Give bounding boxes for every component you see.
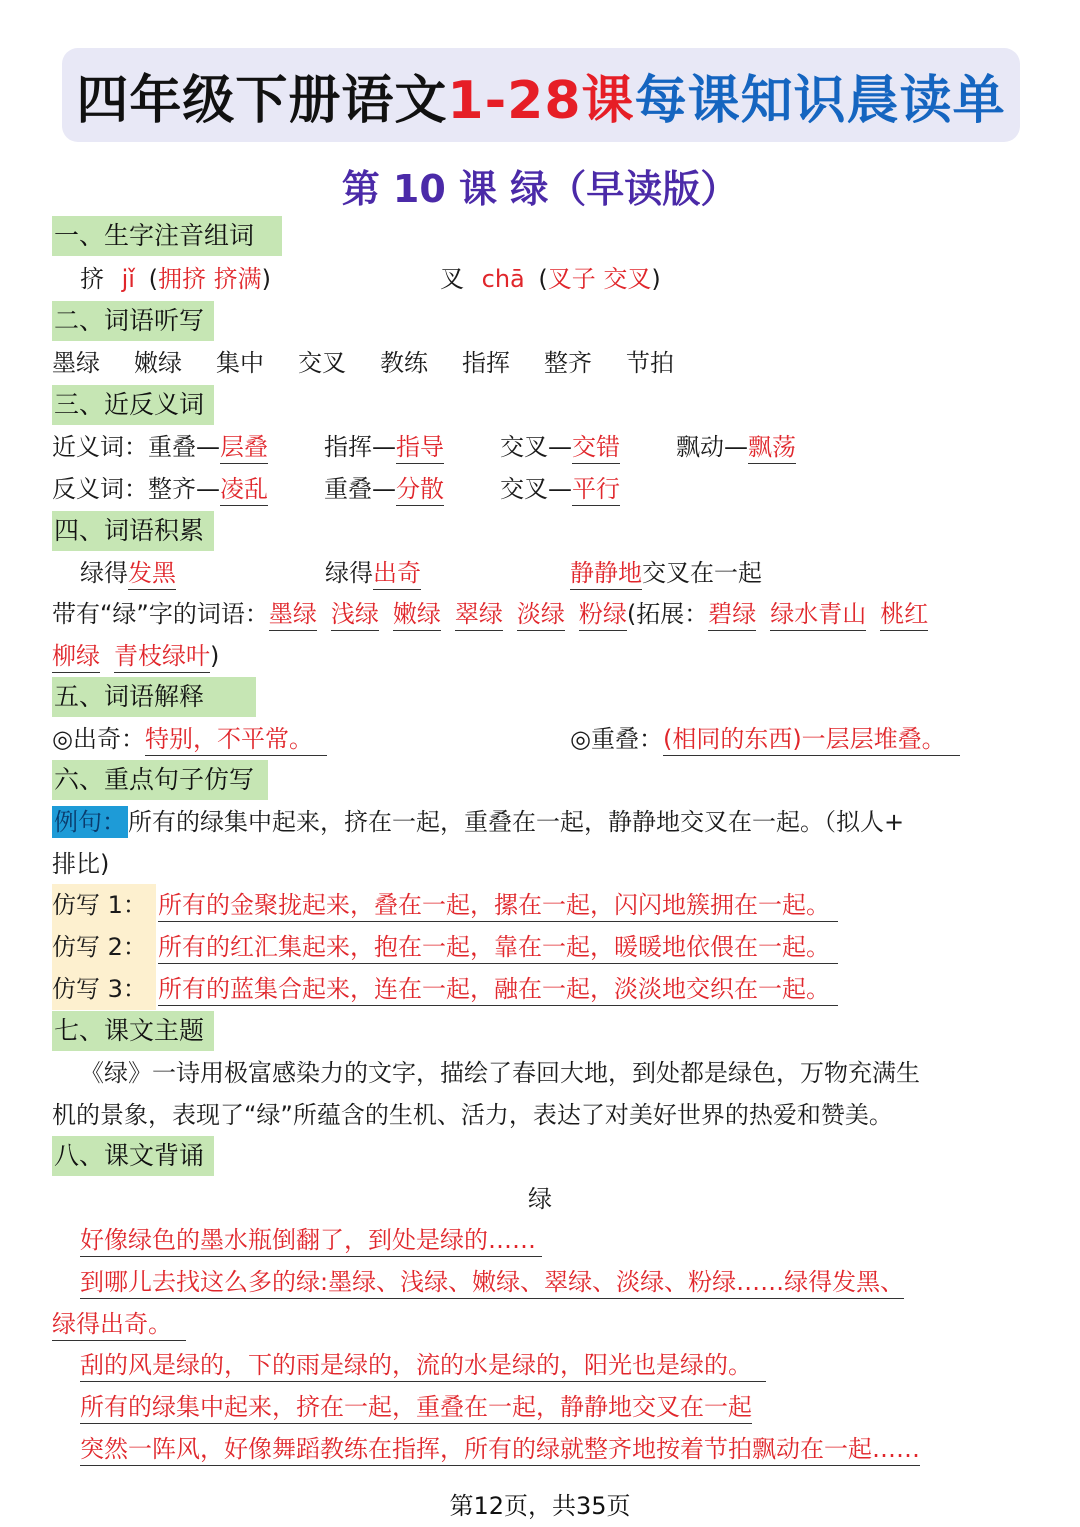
poem-text: 好像绿色的墨水瓶倒翻了，到处是绿的…… bbox=[80, 1226, 542, 1257]
banner-title-grade: 四年级下册语文 bbox=[76, 70, 448, 131]
example-sentence bbox=[52, 804, 904, 840]
syn-word: 交叉— bbox=[500, 433, 572, 461]
green-word: 淡绿 bbox=[517, 600, 565, 631]
paren-close: ) bbox=[651, 265, 661, 293]
definition-term: ◎出奇： bbox=[52, 725, 145, 753]
title-banner bbox=[62, 48, 1020, 142]
extension-end: ) bbox=[210, 642, 220, 670]
antonym-row bbox=[52, 471, 620, 507]
section-heading-3: 三、近反义词 bbox=[52, 385, 214, 425]
syn-word: 飘动— bbox=[676, 433, 748, 461]
imitation-3 bbox=[158, 971, 838, 1007]
example-text: 所有的绿集中起来，挤在一起，重叠在一起，静静地交叉在一起。（拟人+ bbox=[128, 808, 905, 836]
word-group: 叉子 交叉 bbox=[547, 265, 652, 293]
phrase-prefix: 绿得 bbox=[80, 559, 128, 587]
poem-text: 刮的风是绿的，下的雨是绿的，流的水是绿的，阳光也是绿的。 bbox=[80, 1351, 766, 1382]
green-word: 浅绿 bbox=[331, 600, 379, 631]
word-group: 拥挤 挤满 bbox=[158, 265, 262, 293]
ant-word: 重叠— bbox=[324, 475, 396, 503]
green-words-row bbox=[52, 596, 928, 632]
imitation-text: 所有的蓝集合起来，连在一起，融在一起，淡淡地交织在一起。 bbox=[158, 975, 838, 1006]
syn-answer: 层叠 bbox=[220, 433, 268, 464]
definition-2 bbox=[570, 721, 960, 757]
phrase-answer: 出奇 bbox=[373, 559, 421, 590]
dictation-words bbox=[52, 345, 674, 381]
section-heading-5: 五、词语解释 bbox=[52, 677, 256, 717]
char-entry-2 bbox=[440, 261, 661, 297]
paren-open: ( bbox=[148, 265, 158, 293]
paren-close: ) bbox=[261, 265, 272, 293]
lesson-subtitle: 第 10 课 绿（早读版） bbox=[341, 167, 739, 211]
green-words-label: 带有“绿”字的词语： bbox=[52, 600, 269, 628]
example-tag: 例句： bbox=[54, 808, 126, 836]
extension-word: 青枝绿叶 bbox=[114, 642, 210, 673]
banner-title bbox=[76, 58, 1005, 133]
extension-word: 绿水青山 bbox=[770, 600, 866, 631]
section-heading-7: 七、课文主题 bbox=[52, 1011, 214, 1051]
definition-text: 特别，不平常。 bbox=[145, 725, 327, 756]
syn-answer: 交错 bbox=[572, 433, 620, 464]
dictation-word: 节拍 bbox=[626, 349, 674, 377]
ant-word: 交叉— bbox=[500, 475, 572, 503]
dictation-word: 嫩绿 bbox=[134, 349, 182, 377]
phrase-prefix: 绿得 bbox=[325, 559, 373, 587]
dictation-word: 教练 bbox=[380, 349, 428, 377]
ant-answer: 分散 bbox=[396, 475, 444, 506]
example-sentence-cont: 排比) bbox=[52, 850, 110, 878]
green-word: 嫩绿 bbox=[393, 600, 441, 631]
char: 叉 bbox=[440, 265, 464, 293]
poem-line-3 bbox=[52, 1306, 186, 1342]
imitation-tag-3: 仿写 3： bbox=[52, 968, 156, 1010]
syn-word: 重叠— bbox=[148, 433, 220, 461]
dictation-word: 指挥 bbox=[462, 349, 510, 377]
poem-line-6 bbox=[80, 1431, 920, 1467]
phrase-1 bbox=[80, 555, 176, 591]
syn-word: 指挥— bbox=[324, 433, 396, 461]
banner-title-suffix: 每课知识晨读单 bbox=[634, 70, 1006, 131]
char-entry-1 bbox=[80, 261, 271, 297]
ant-answer: 平行 bbox=[572, 475, 620, 506]
poem-line-4 bbox=[80, 1347, 766, 1383]
poem-text: 所有的绿集中起来，挤在一起，重叠在一起，静静地交叉在一起 bbox=[80, 1393, 752, 1424]
antonym-label: 反义词： bbox=[52, 475, 148, 503]
poem-title: 绿 bbox=[528, 1185, 552, 1213]
phrase-answer: 发黑 bbox=[128, 559, 176, 590]
green-word: 翠绿 bbox=[455, 600, 503, 631]
section-heading-1: 一、生字注音组词 bbox=[52, 216, 282, 256]
banner-title-lessons: 1-28课 bbox=[447, 70, 635, 131]
definition-term: ◎重叠： bbox=[570, 725, 663, 753]
section-heading-6: 六、重点句子仿写 bbox=[52, 760, 268, 800]
extension-word: 碧绿 bbox=[708, 600, 756, 631]
section-heading-4: 四、词语积累 bbox=[52, 511, 214, 551]
phrase-2 bbox=[325, 555, 421, 591]
extension-label: (拓展： bbox=[626, 600, 709, 628]
extension-word: 柳绿 bbox=[52, 642, 100, 673]
imitation-tag-1: 仿写 1： bbox=[52, 884, 156, 926]
poem-line-5 bbox=[80, 1389, 752, 1425]
definition-1 bbox=[52, 721, 327, 757]
dictation-word: 整齐 bbox=[544, 349, 592, 377]
pinyin: chā bbox=[481, 265, 525, 293]
green-word: 墨绿 bbox=[269, 600, 317, 631]
phrase-3 bbox=[570, 555, 762, 591]
phrase-suffix: 交叉在一起 bbox=[642, 559, 762, 587]
poem-line-1 bbox=[80, 1222, 542, 1258]
imitation-1 bbox=[158, 887, 838, 923]
green-words-row-2 bbox=[52, 638, 219, 674]
theme-text-line-1: 《绿》一诗用极富感染力的文字，描绘了春回大地，到处都是绿色，万物充满生 bbox=[80, 1059, 920, 1087]
dictation-word: 集中 bbox=[216, 349, 264, 377]
dictation-word: 交叉 bbox=[298, 349, 346, 377]
imitation-2 bbox=[158, 929, 838, 965]
page-number: 第12页，共35页 bbox=[449, 1492, 631, 1520]
imitation-text: 所有的金聚拢起来，叠在一起，摞在一起，闪闪地簇拥在一起。 bbox=[158, 891, 838, 922]
poem-line-2 bbox=[80, 1264, 904, 1300]
ant-word: 整齐— bbox=[148, 475, 220, 503]
pinyin: jǐ bbox=[121, 265, 135, 293]
green-word: 粉绿 bbox=[579, 600, 627, 631]
poem-text: 突然一阵风，好像舞蹈教练在指挥，所有的绿就整齐地按着节拍飘动在一起…… bbox=[80, 1435, 920, 1466]
extension-word: 桃红 bbox=[880, 600, 928, 631]
char: 挤 bbox=[80, 265, 104, 293]
dictation-word: 墨绿 bbox=[52, 349, 100, 377]
ant-answer: 凌乱 bbox=[220, 475, 268, 506]
imitation-tag-2: 仿写 2： bbox=[52, 926, 156, 968]
poem-text: 绿得出奇。 bbox=[52, 1310, 186, 1341]
synonym-row bbox=[52, 429, 796, 465]
poem-text: 到哪儿去找这么多的绿:墨绿、浅绿、嫩绿、翠绿、淡绿、粉绿……绿得发黑、 bbox=[80, 1268, 904, 1299]
syn-answer: 飘荡 bbox=[748, 433, 796, 464]
definition-text: (相同的东西)一层层堆叠。 bbox=[663, 725, 960, 756]
paren-open: ( bbox=[538, 265, 548, 293]
phrase-answer: 静静地 bbox=[570, 559, 642, 590]
imitation-text: 所有的红汇集起来，抱在一起，靠在一起，暖暖地依偎在一起。 bbox=[158, 933, 838, 964]
synonym-label: 近义词： bbox=[52, 433, 148, 461]
theme-text-line-2: 机的景象，表现了“绿”所蕴含的生机、活力，表达了对美好世界的热爱和赞美。 bbox=[52, 1101, 893, 1129]
section-heading-2: 二、词语听写 bbox=[52, 301, 214, 341]
section-heading-8: 八、课文背诵 bbox=[52, 1136, 214, 1176]
syn-answer: 指导 bbox=[396, 433, 444, 464]
